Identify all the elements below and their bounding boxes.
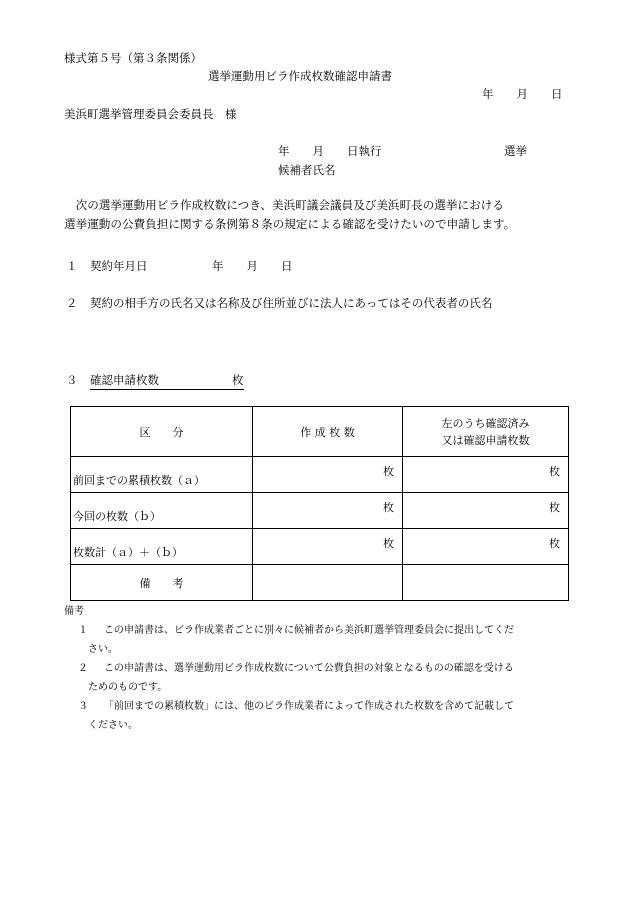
table-row bbox=[71, 493, 569, 529]
row-label: 前回までの累積枚数（ａ） bbox=[73, 474, 205, 487]
confirmation-table bbox=[70, 406, 569, 601]
created-count-cell bbox=[253, 457, 403, 493]
submission-date: 年 月 日 bbox=[482, 87, 563, 101]
row-label-cell bbox=[71, 529, 253, 565]
remarks-label-cell bbox=[71, 565, 253, 601]
item2-label: 契約の相手方の氏名又は名称及び住所並びに法人にあってはその代表者の氏名 bbox=[90, 296, 493, 310]
body-text-line: 選挙運動の公費負担に関する条例第８条の規定による確認を受けたいので申請します。 bbox=[64, 217, 516, 231]
row-label: 今回の枚数（ｂ） bbox=[73, 510, 161, 523]
remarks-cell bbox=[253, 565, 403, 601]
note-line: ください。 bbox=[88, 720, 138, 731]
item1-number: １ bbox=[66, 259, 78, 273]
table-row bbox=[71, 529, 569, 565]
header-confirmed-count: 左のうち確認済み 又は確認申請枚数 bbox=[403, 407, 569, 457]
notes-heading: 備考 bbox=[64, 606, 84, 617]
remarks-row bbox=[71, 565, 569, 601]
table-header-row bbox=[71, 407, 569, 457]
item3-number: ３ bbox=[66, 373, 78, 387]
unit-label: 枚 bbox=[383, 501, 394, 514]
addressee: 美浜町選挙管理委員会委員長 様 bbox=[64, 107, 237, 121]
row-label-cell bbox=[71, 457, 253, 493]
item3-unit: 枚 bbox=[232, 373, 244, 387]
item2-number: ２ bbox=[66, 296, 78, 310]
notes-section bbox=[64, 602, 584, 735]
confirmed-count-cell bbox=[403, 457, 569, 493]
election-name: 選挙 bbox=[504, 144, 527, 158]
note-item bbox=[64, 659, 584, 697]
unit-label: 枚 bbox=[549, 501, 560, 514]
item3-requested-count bbox=[90, 372, 244, 390]
header-created-count: 作 成 枚 数 bbox=[253, 407, 403, 457]
note-line: この申請書は、ビラ作成業者ごとに別々に候補者から美浜町選挙管理委員会に提出してくだ bbox=[104, 625, 514, 636]
note-number: ３ bbox=[78, 701, 88, 712]
note-item bbox=[64, 697, 584, 735]
remarks-cell bbox=[403, 565, 569, 601]
remarks-label: 備 考 bbox=[139, 576, 184, 590]
form-number: 様式第５号（第３条関係） bbox=[64, 51, 202, 65]
row-label: 枚数計（ａ）＋（ｂ） bbox=[73, 546, 183, 559]
candidate-name-label: 候補者氏名 bbox=[278, 163, 336, 177]
created-count-cell bbox=[253, 493, 403, 529]
note-number: １ bbox=[78, 625, 88, 636]
body-text-line: 次の選挙運動用ビラ作成枚数につき、美浜町議会議員及び美浜町長の選挙における bbox=[64, 198, 504, 212]
note-line: ためのものです。 bbox=[88, 682, 168, 693]
unit-label: 枚 bbox=[549, 537, 560, 550]
created-count-cell bbox=[253, 529, 403, 565]
note-line: 「前回までの累積枚数」には、他のビラ作成業者によって作成された枚数を含めて記載して bbox=[104, 701, 514, 712]
item3-label: 確認申請枚数 bbox=[90, 373, 159, 387]
confirmed-count-cell bbox=[403, 529, 569, 565]
election-date: 年 月 日執行 bbox=[278, 144, 382, 158]
item1-label: 契約年月日 bbox=[90, 259, 148, 273]
note-number: ２ bbox=[78, 663, 88, 674]
note-line: さい。 bbox=[88, 644, 118, 655]
body-text bbox=[64, 196, 604, 234]
note-line: この申請書は、選挙運動用ビラ作成枚数について公費負担の対象となるものの確認を受ける bbox=[104, 663, 514, 674]
document-title: 選挙運動用ビラ作成枚数確認申請書 bbox=[208, 69, 392, 83]
confirmed-count-cell bbox=[403, 493, 569, 529]
header-category: 区 分 bbox=[71, 407, 253, 457]
unit-label: 枚 bbox=[383, 465, 394, 478]
unit-label: 枚 bbox=[549, 465, 560, 478]
row-label-cell bbox=[71, 493, 253, 529]
note-item bbox=[64, 621, 584, 659]
contract-date: 年 月 日 bbox=[212, 259, 293, 273]
unit-label: 枚 bbox=[383, 537, 394, 550]
table-row bbox=[71, 457, 569, 493]
